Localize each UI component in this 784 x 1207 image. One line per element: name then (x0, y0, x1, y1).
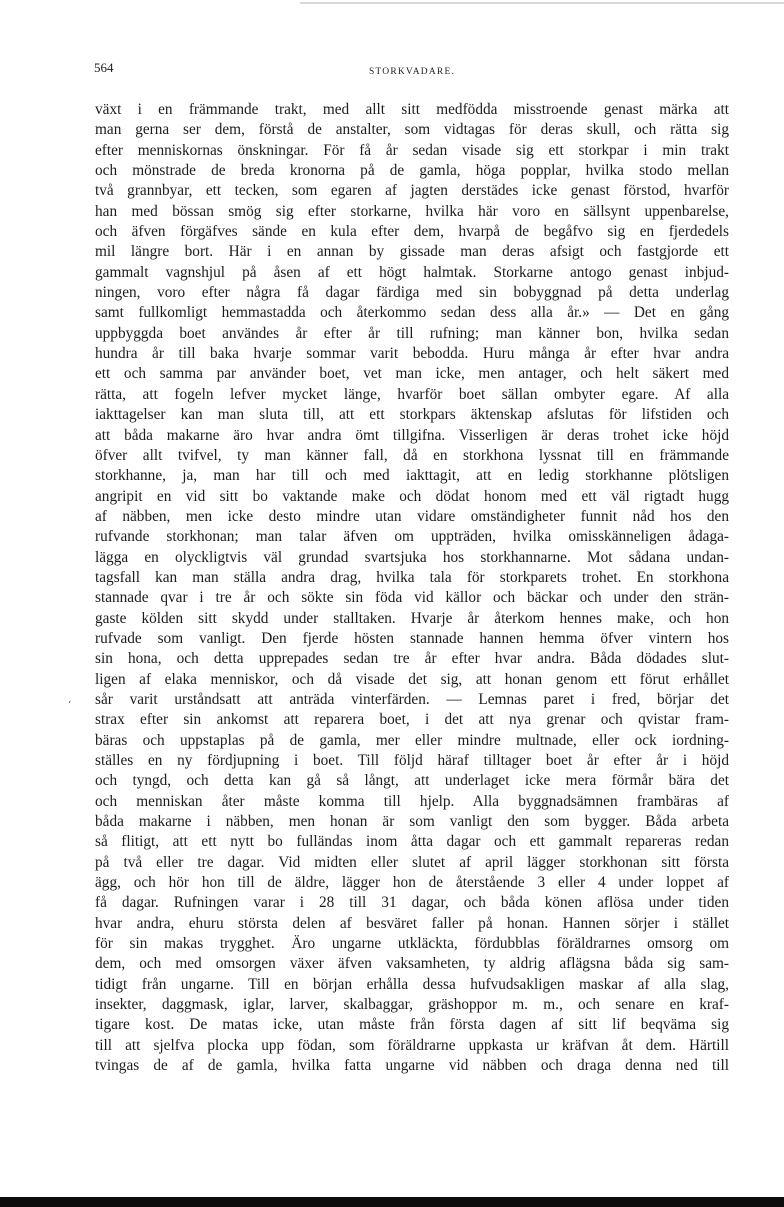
text-line: tvingas de af de gamla, hvilka fatta ungarne vid näbben och draga denna ned till (95, 1057, 729, 1075)
text-line: växt i en främmande trakt, med allt sitt medfödda misstroende genast märka att (95, 101, 729, 118)
text-line: och menniskan åter måste komma till hjelp. Alla byggnadsämnen frambäras af (95, 792, 729, 810)
text-line: för sin makas trygghet. Äro ungarne utkläckta, fördubblas föräldrarnes omsorg om (95, 935, 729, 953)
page-header (94, 60, 730, 82)
text-line: att båda makarne äro hvar andra ömt tillgifna. Visserligen är deras trohet icke höjd (95, 426, 729, 444)
text-line: ningen, voro efter några få dagar färdiga med sin bobyggnad på detta underlag (95, 284, 729, 302)
body-text (95, 100, 729, 1077)
text-line: ett och samma par använder boet, vet man icke, men antager, och helt säkert med (95, 365, 729, 383)
text-line: tigare kost. De matas icke, utan måste från första dagen af sitt lif beqväma sig (95, 1016, 729, 1034)
text-line: och mönstrade de breda kronorna på de gamla, höga popplar, hvilka stodo mellan (95, 162, 729, 180)
text-line: på två eller tre dagar. Vid midten eller slutet af april lägger storkhonan sitt första (95, 853, 729, 871)
text-line: insekter, daggmask, iglar, larver, skalbaggar, gräshoppor m. m., och senare en kraf- (95, 996, 729, 1014)
text-line: hundra år till baka hvarje sommar varit bebodda. Huru många år efter hvar andra (95, 345, 729, 363)
text-line: till att sjelfva plocka upp födan, som föräldrarne uppkasta ur kräfvan åt dem. Härtill (95, 1036, 729, 1054)
text-line: och tyngd, och detta kan gå så långt, att underlaget icke mera förmår bära det (95, 772, 729, 790)
text-line: gaste kölden sitt skydd under stalltaken. Hvarje år återkom hennes make, och hon (95, 609, 729, 627)
text-line: ligen af elaka menniskor, och då visade det sig, att honan genom ett förut erhållet (95, 670, 729, 688)
text-line: han med bössan smög sig efter storkarne, hvilka här voro en sällsynt uppenbarelse, (95, 202, 729, 220)
text-line: ställes en ny fördjupning i boet. Till följd häraf tilltager boet år efter år i höjd (95, 752, 729, 769)
text-line: iakttagelser kan man sluta till, att ett storkpars äktenskap afslutas för lifstiden och (95, 406, 729, 424)
text-line: och äfven förgäfves sände en kula efter dem, hvarpå de begåfvo sig en fjerdedels (95, 223, 729, 241)
text-line: tidigt från ungarne. Till en början erhålla dessa hufvudsakligen maskar af alla slag, (95, 975, 729, 993)
text-line: samt fullkomligt hemmastadda och återkommo sedan dess alla år.» — Det en gång (95, 304, 729, 322)
text-line: så flitigt, att ett nytt bo fulländas inom åtta dagar och ett gammalt repareras redan (95, 833, 729, 851)
text-line: ägg, och hör hon till de äldre, lägger hon de återstående 3 eller 4 under loppet af (95, 874, 729, 892)
text-line: hvar andra, ehuru största delen af besväret faller på honan. Hannen sörjer i stället (95, 914, 729, 932)
text-line: storkhanne, ja, man har till och med iakttagit, att en ledig storkhanne plötsligen (95, 467, 729, 485)
top-edge-rule (300, 2, 784, 4)
text-line: öfver allt tvifvel, ty man känner fall, då en storkhona lyssnat till en främmande (95, 446, 729, 464)
text-line: strax efter sin ankomst att reparera boet, i det att nya grenar och qvistar fram- (95, 711, 729, 729)
text-line: uppbyggda boet användes år efter år till rufning; man känner bon, hvilka sedan (95, 324, 729, 342)
text-line: man gerna ser dem, förstå de anstalter, som vidtagas för deras skull, och rätta sig (95, 121, 729, 139)
text-line: dem, och med omsorgen växer äfven vaksamheten, ty aldrig aflägsna båda sig sam- (95, 955, 729, 973)
scan-bottom-edge (0, 1197, 784, 1207)
text-line: båda makarne i näbben, men honan är som vanligt den som bygger. Båda arbeta (95, 813, 729, 831)
margin-mark: ʻ (68, 700, 72, 711)
text-line: angripit en vid sitt bo vaktande make och dödat honom med ett väl rigtadt hugg (95, 487, 729, 505)
text-line: efter menniskornas önskningar. För få år sedan visade sig ett storkpar i min trakt (95, 141, 729, 159)
text-line: rufvande storkhonan; man talar äfven om uppträden, hvilka omisskänneligen ådaga- (95, 528, 729, 546)
text-line: rätta, att fogeln lefver mycket länge, hvarför boet sällan ombyter egare. Af alla (95, 385, 729, 403)
running-title: STORKVADARE. (368, 67, 456, 77)
text-line: af näbben, men icke desto mindre utan vidare omständigheter funnit nåd hos den (95, 507, 729, 525)
text-line: bäras och uppstaplas på de gamla, mer eller mindre multnade, eller ock iordning- (95, 731, 729, 749)
text-line: gammalt vagnshjul på åsen af ett högt halmtak. Storkarne antogo genast inbjud- (95, 263, 729, 281)
text-line: tagsfall kan man ställa andra drag, hvilka tala för storkparets trohet. En storkhona (95, 568, 729, 586)
page-number: 564 (94, 60, 114, 75)
text-line: stannade qvar i tre år och sökte sin föda vid källor och bäckar och under den strän- (95, 589, 729, 607)
text-line: sår varit urståndsatt att anträda vinterfärden. — Lemnas paret i fred, börjar det (95, 690, 729, 708)
text-line: två grannbyar, ett tecken, som egaren af jagten derstädes icke genast förstod, hvarför (95, 182, 729, 200)
text-line: få dagar. Rufningen varar i 28 till 31 dagar, och båda könen aflösa under tiden (95, 894, 729, 912)
text-line: mil längre bort. Här i en annan by gissade man deras afsigt och fastgjorde ett (95, 243, 729, 261)
text-line: rufvade som vanligt. Den fjerde hösten stannade hannen hemma öfver vintern hos (95, 629, 729, 647)
text-line: lägga en olyckligtvis väl grundad svartsjuka hos storkhannarne. Mot sådana undan- (95, 548, 729, 566)
text-line: sin hona, och detta upprepades sedan tre år efter hvar andra. Båda dödades slut- (95, 650, 729, 668)
